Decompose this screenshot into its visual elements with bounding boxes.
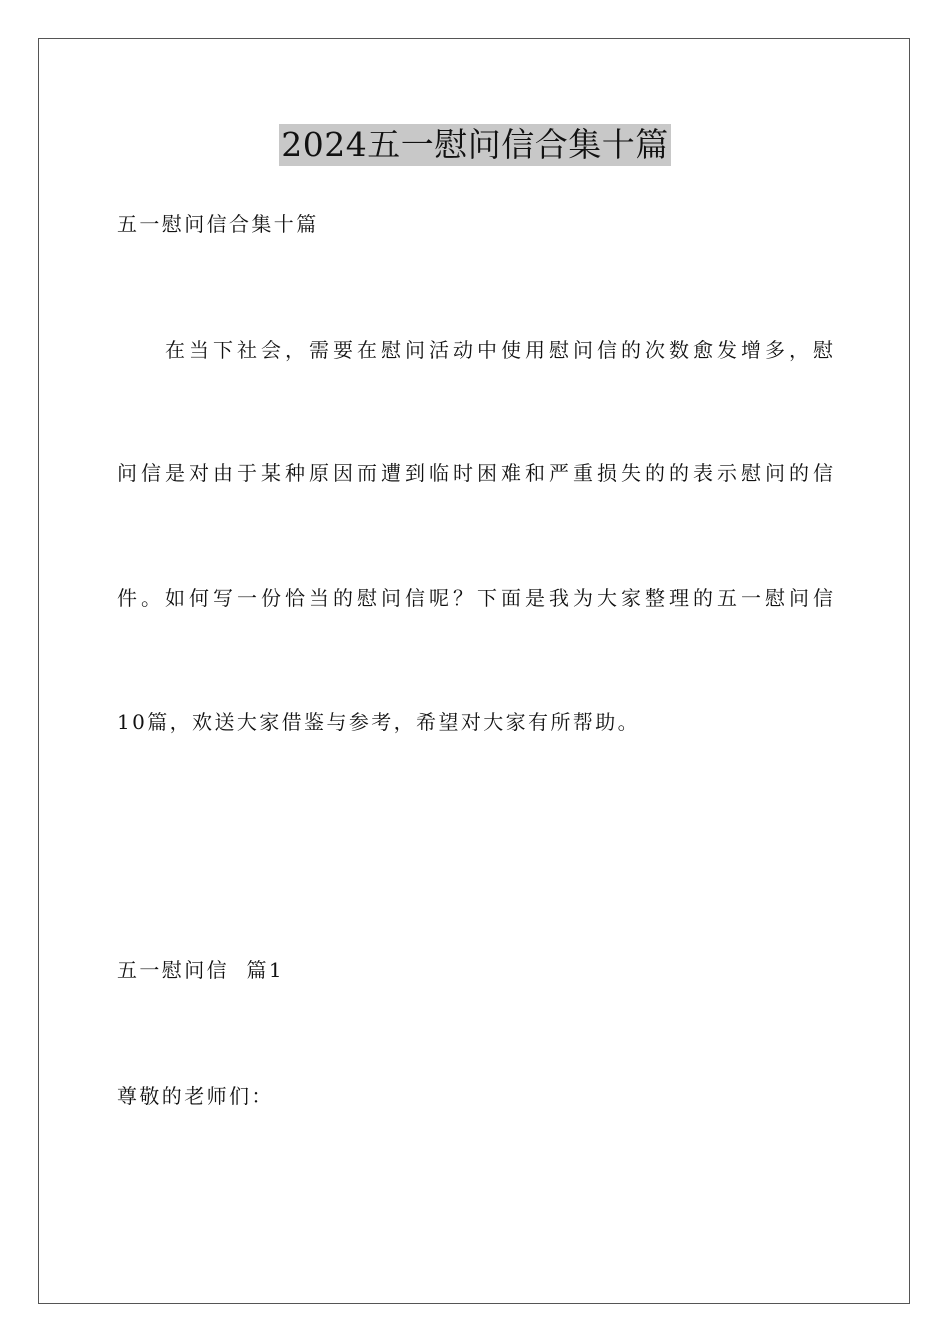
intro-line-3: 件。如何写一份恰当的慰问信呢？下面是我为大家整理的五一慰问信	[117, 586, 833, 610]
intro-line-4: 10篇，欢送大家借鉴与参考，希望对大家有所帮助。	[117, 710, 641, 734]
document-title: 2024五一慰问信合集十篇	[281, 125, 669, 164]
salutation: 尊敬的老师们：	[117, 1084, 274, 1108]
section-heading: 五一慰问信 篇1	[117, 958, 285, 982]
intro-line-1: 在当下社会，需要在慰问活动中使用慰问信的次数愈发增多，慰	[165, 338, 833, 362]
intro-line-2: 问信是对由于某种原因而遭到临时困难和严重损失的的表示慰问的信	[117, 461, 833, 485]
document-subtitle: 五一慰问信合集十篇	[117, 212, 319, 236]
title-container	[0, 124, 950, 166]
